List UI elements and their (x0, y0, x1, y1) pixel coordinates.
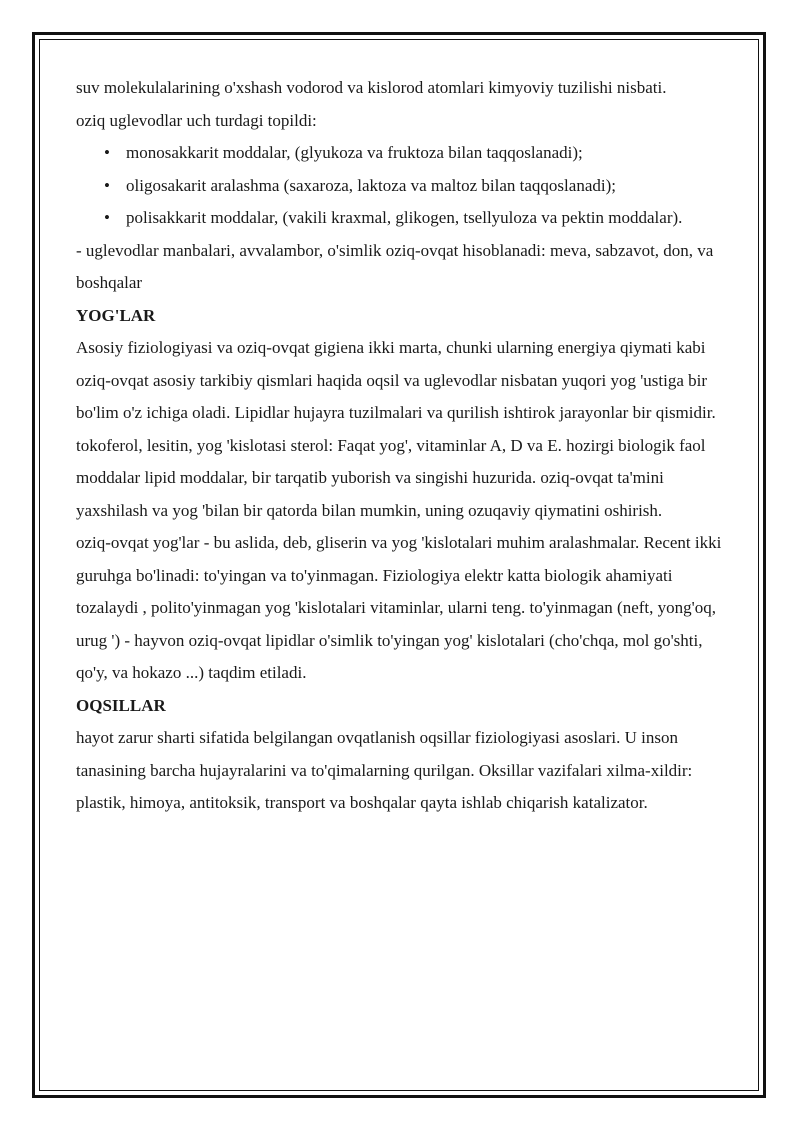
paragraph: oziq-ovqat yog'lar - bu aslida, deb, gliserin va yog 'kislotalari muhim aralashmalar. Recent ikki guruhga bo'linadi: to'yingan va to'yinmagan. Fiziologiya elektr katta biologik ahamiyati tozalaydi , polito'yinmagan yog 'kislotalari vitaminlar, ularni teng. to'yinmagan (neft, yong'oq, urug ') - hayvon oziq-ovqat lipidlar o'simlik to'yingan yog' kislotalari (cho'chqa, mol go'shti, qo'y, va hokazo ...) taqdim etiladi. (76, 533, 722, 682)
bullet-icon: • (104, 208, 110, 227)
list-item (76, 137, 736, 170)
paragraph: tokoferol, lesitin, yog 'kislotasi sterol: Faqat yog', vitaminlar A, D va E. hozirgi biologik faol moddalar lipid moddalar, bir tarqatib yuborish va singishi huzurida. oziq-ovqat ta'mini yaxshilash va yog 'bilan bir qatorda bilan mumkin, uning ozuqaviy qiymatini oshirish. (76, 435, 706, 520)
paragraph: oziq uglevodlar uch turdagi topildi: (76, 110, 317, 130)
list-item-text: monosakkarit moddalar, (glyukoza va fruktoza bilan taqqoslanadi); (126, 143, 583, 162)
paragraph: - uglevodlar manbalari, avvalambor, o'simlik oziq-ovqat hisoblanadi: meva, sabzavot, don, va boshqalar (76, 240, 714, 292)
bullet-list (76, 137, 736, 235)
bullet-icon: • (104, 143, 110, 162)
list-item-text: polisakkarit moddalar, (vakili kraxmal, glikogen, tsellyuloza va pektin moddalar). (126, 208, 683, 227)
list-item (76, 170, 736, 203)
paragraph: hayot zarur sharti sifatida belgilangan ovqatlanish oqsillar fiziologiyasi asoslari. U inson tanasining barcha hujayralarini va to'qimalarning qurilgan. Oksillar vazifalari xilma-xildir: plastik, himoya, antitoksik, transport va boshqalar qayta ishlab chiqarish katalizator. (76, 728, 693, 812)
paragraph: Asosiy fiziologiyasi va oziq-ovqat gigiena ikki marta, chunki ularning energiya qiymati kabi oziq-ovqat asosiy tarkibiy qismlari haqida oqsil va uglevodlar nisbatan yuqori yog 'ustiga bir bo'lim o'z ichiga oladi. Lipidlar hujayra tuzilmalari va qurilish ishtirok jarayonlar bir qismidir. (76, 338, 716, 422)
paragraph: suv molekulalarining o'xshash vodorod va kislorod atomlari kimyoviy tuzilishi nisbati. (76, 78, 667, 97)
document-body (76, 72, 736, 820)
list-item (76, 202, 736, 235)
list-item-text: oligosakarit aralashma (saxaroza, laktoza va maltoz bilan taqqoslanadi); (126, 175, 616, 195)
bullet-icon: • (104, 175, 110, 195)
section-heading-fats: YOG'LAR (76, 305, 156, 325)
section-heading-proteins: OQSILLAR (76, 695, 166, 715)
